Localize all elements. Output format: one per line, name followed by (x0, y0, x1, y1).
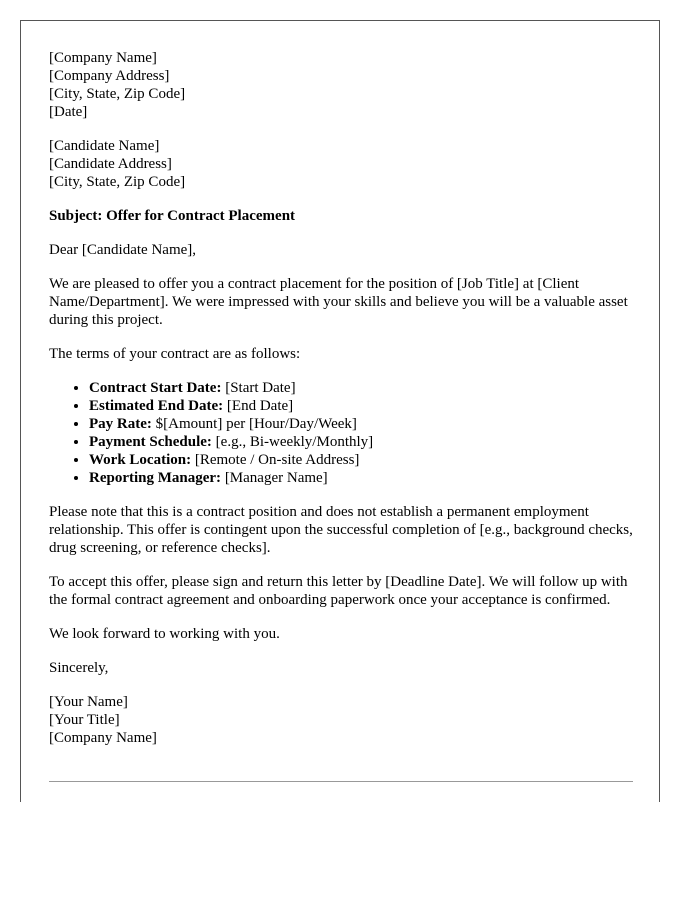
term-label: Contract Start Date: (89, 380, 222, 396)
term-label: Payment Schedule: (89, 434, 212, 450)
term-label: Reporting Manager: (89, 470, 222, 486)
accept-paragraph: To accept this offer, please sign and return this letter by [Deadline Date]. We will follow up with the formal contract agreement and onboarding paperwork once your acceptance is confirmed. (49, 574, 628, 608)
recipient-address: [Candidate Address] (49, 156, 172, 172)
term-item (89, 469, 633, 487)
salutation: Dear [Candidate Name], (49, 242, 197, 258)
recipient-address-block (49, 137, 633, 191)
term-item (89, 433, 633, 451)
signer-name: [Your Name] (49, 694, 128, 710)
sender-city-state-zip: [City, State, Zip Code] (49, 86, 186, 102)
letter-body (49, 49, 633, 763)
term-label: Work Location: (89, 452, 192, 468)
term-value: [Manager Name] (224, 470, 328, 486)
term-value: $[Amount] per [Hour/Day/Week] (155, 416, 357, 432)
recipient-name: [Candidate Name] (49, 138, 160, 154)
intro-paragraph: We are pleased to offer you a contract placement for the position of [Job Title] at [Client Name/Department]. We were impressed with your skills and believe you will be a valuable asset during this project. (49, 276, 628, 328)
letter-date: [Date] (49, 104, 88, 120)
terms-intro: The terms of your contract are as follows: (49, 346, 301, 362)
recipient-city-state-zip: [City, State, Zip Code] (49, 174, 186, 190)
term-item (89, 379, 633, 397)
term-value: [Start Date] (225, 380, 296, 396)
contract-terms-list (49, 379, 633, 487)
closing-line: We look forward to working with you. (49, 626, 280, 642)
subject-line: Subject: Offer for Contract Placement (49, 208, 296, 224)
term-value: [Remote / On-site Address] (194, 452, 360, 468)
signature-block (49, 693, 633, 747)
signer-company: [Company Name] (49, 730, 157, 746)
sender-company-name: [Company Name] (49, 50, 157, 66)
term-value: [e.g., Bi-weekly/Monthly] (215, 434, 374, 450)
term-item (89, 415, 633, 433)
signer-title: [Your Title] (49, 712, 120, 728)
term-label: Estimated End Date: (89, 398, 224, 414)
letter-page (20, 20, 660, 802)
note-paragraph: Please note that this is a contract position and does not establish a permanent employment relationship. This offer is contingent upon the successful completion of [e.g., background checks, drug screening, or reference checks]. (49, 504, 633, 556)
term-item (89, 451, 633, 469)
sender-company-address: [Company Address] (49, 68, 170, 84)
term-value: [End Date] (226, 398, 294, 414)
term-label: Pay Rate: (89, 416, 152, 432)
term-item (89, 397, 633, 415)
sender-address-block (49, 49, 633, 121)
footer-divider (49, 781, 633, 782)
sign-off: Sincerely, (49, 660, 109, 676)
